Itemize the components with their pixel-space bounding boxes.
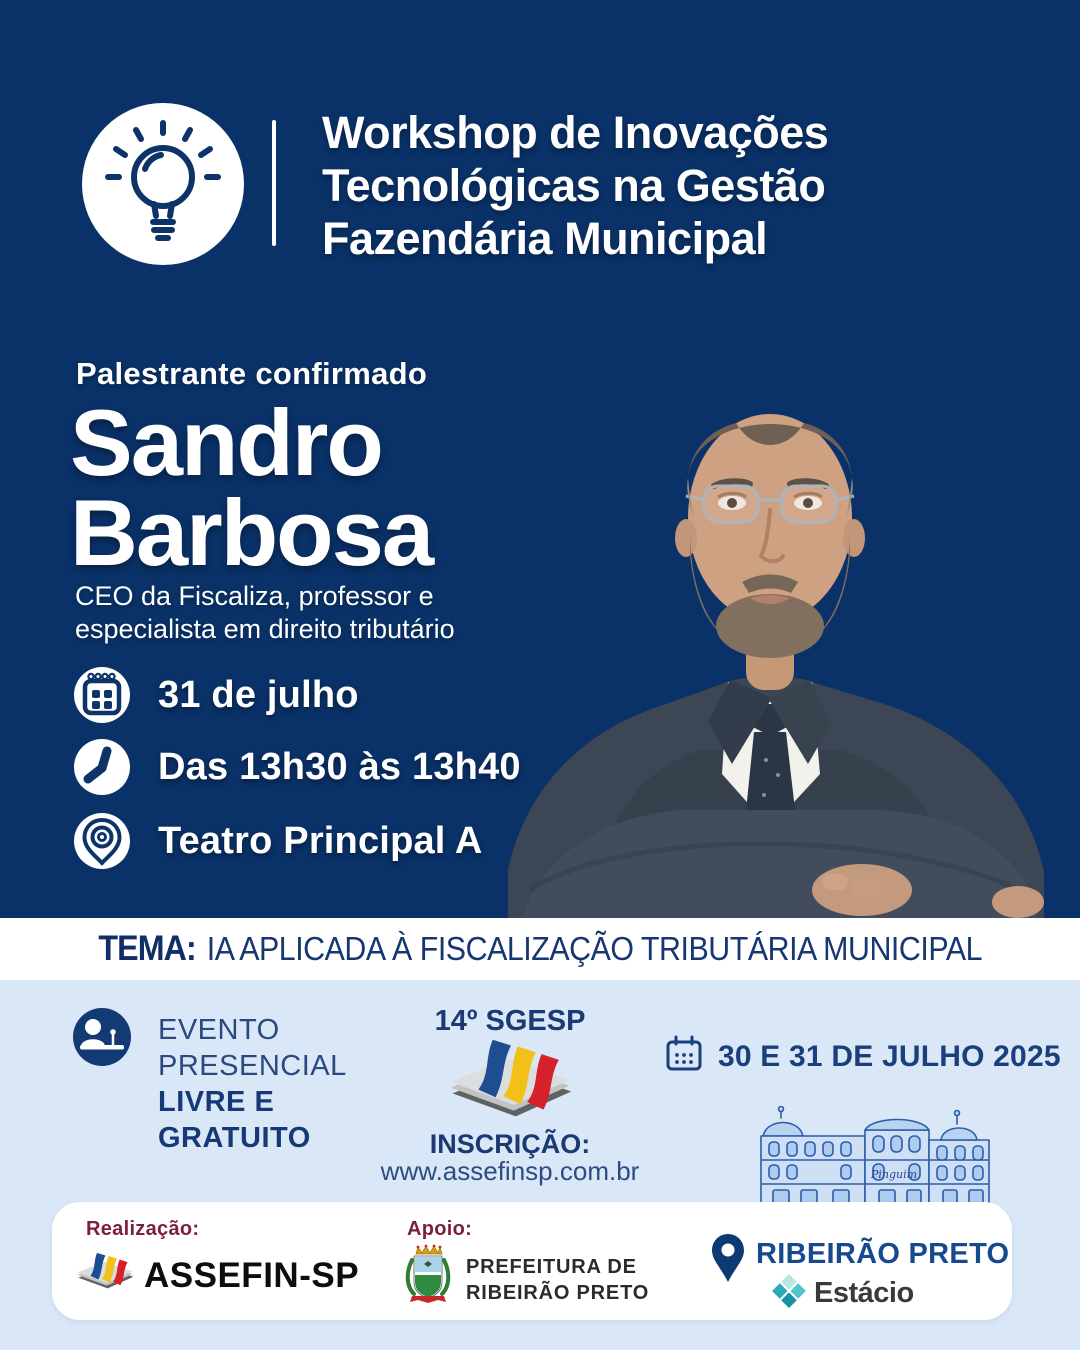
event-date: 31 de julho xyxy=(158,673,359,716)
estacio-diamond-icon xyxy=(772,1274,806,1313)
congress-name: 14º SGESP xyxy=(434,1005,586,1037)
theme-label: TEMA: xyxy=(98,929,196,968)
speaker-name xyxy=(70,390,433,585)
congress-dates: 30 E 31 DE JULHO 2025 xyxy=(718,1039,1061,1073)
detail-row-time xyxy=(74,739,521,795)
realization-label: Realização: xyxy=(86,1218,200,1240)
page-title xyxy=(322,106,828,265)
map-pin-icon xyxy=(710,1232,746,1291)
header-divider xyxy=(272,120,276,246)
detail-row-date xyxy=(74,667,359,723)
support-label: Apoio: xyxy=(407,1218,473,1240)
support-name: PREFEITURA DE RIBEIRÃO PRETO xyxy=(466,1256,650,1304)
speaker-photo xyxy=(470,350,1080,918)
calendar-outline-icon xyxy=(664,1034,704,1079)
speaker-first-name: Sandro xyxy=(70,390,382,495)
speaker-eyebrow: Palestrante confirmado xyxy=(76,356,428,391)
city-hall-crest-icon xyxy=(404,1242,452,1311)
speaker-bio: CEO da Fiscaliza, professor e especialista em direito tributário xyxy=(75,581,455,644)
realization-name: ASSEFIN-SP xyxy=(144,1256,360,1295)
inscription-label: INSCRIÇÃO: xyxy=(429,1129,591,1159)
speaker-last-name: Barbosa xyxy=(70,480,433,585)
footer-section xyxy=(0,980,1080,1350)
congress-dates-row xyxy=(664,1034,1061,1079)
lightbulb-badge xyxy=(82,103,244,265)
partners-box xyxy=(52,1202,1012,1320)
location-pin-icon xyxy=(74,813,130,869)
title-line: Workshop de Inovações xyxy=(322,107,829,158)
event-place: Teatro Principal A xyxy=(158,819,483,862)
city-name: RIBEIRÃO PRETO xyxy=(756,1238,1010,1270)
institution-name: Estácio xyxy=(814,1277,914,1309)
theme-text: IA APLICADA À FISCALIZAÇÃO TRIBUTÁRIA MUNICIPAL xyxy=(206,930,982,967)
estacio-brand xyxy=(772,1274,914,1313)
clock-icon xyxy=(74,739,130,795)
speaker-podium-icon xyxy=(73,1008,131,1066)
title-line: Fazendária Municipal xyxy=(322,213,768,264)
title-line: Tecnológicas na Gestão xyxy=(322,160,826,211)
detail-row-place xyxy=(74,813,483,869)
assefin-book-logo xyxy=(74,1250,136,1298)
event-type: EVENTO PRESENCIAL LIVRE E GRATUITO xyxy=(158,1014,347,1154)
event-time: Das 13h30 às 13h40 xyxy=(158,745,521,788)
theme-band xyxy=(0,918,1080,980)
inscription-website: www.assefinsp.com.br xyxy=(380,1156,640,1186)
building-caption: Pinguim xyxy=(871,1168,918,1181)
sgesp-book-logo xyxy=(443,1034,577,1131)
calendar-icon xyxy=(74,667,130,723)
